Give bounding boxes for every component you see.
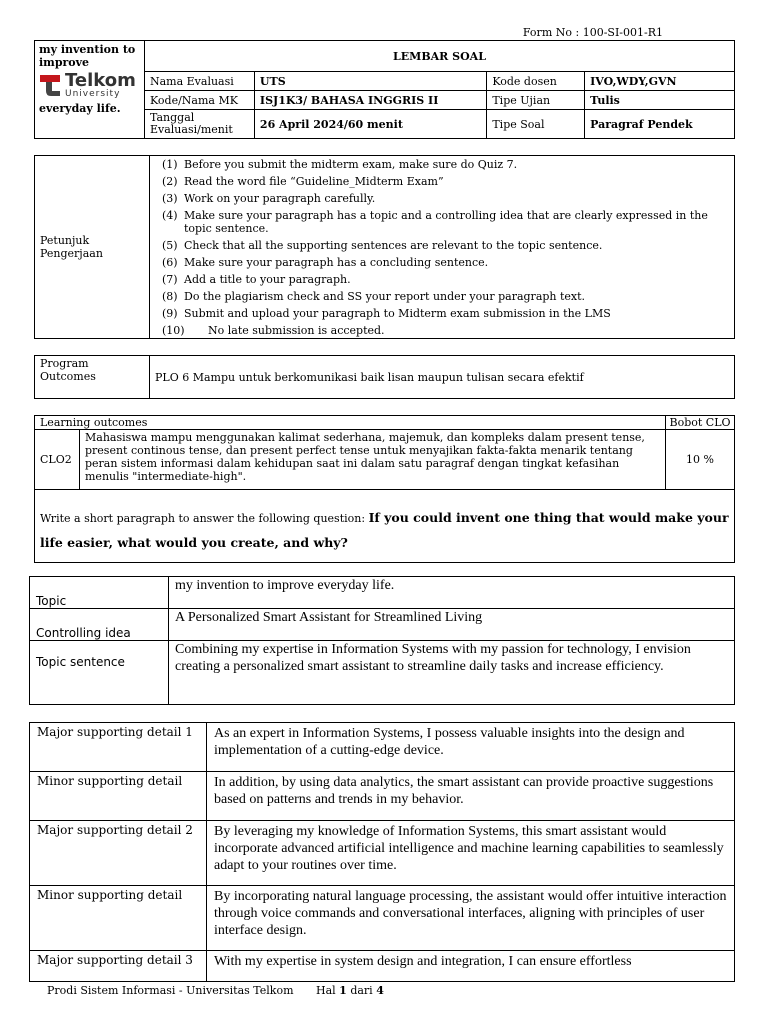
instruction-item: (3) Work on your paragraph carefully. xyxy=(162,192,376,205)
header-label: Kode dosen xyxy=(487,72,585,91)
detail-value: In addition, by using data analytics, the smart assistant can provide proactive suggestions based on patterns and trends in my behavior. xyxy=(207,772,735,821)
learning-outcomes-table xyxy=(34,415,735,563)
instruction-item: (9) Submit and upload your paragraph to Midterm exam submission in the LMS xyxy=(162,307,611,320)
instructions-label: Petunjuk Pengerjaan xyxy=(35,156,150,339)
outline-row xyxy=(30,641,735,705)
instruction-item: (1) Before you submit the midterm exam, make sure do Quiz 7. xyxy=(162,158,518,171)
program-outcomes-text: PLO 6 Mampu untuk berkomunikasi baik lisan maupun tulisan secara efektif xyxy=(150,356,735,399)
question-cell xyxy=(35,490,735,563)
detail-value: By incorporating natural language processing, the assistant would offer intuitive interaction through voice commands and conversational interfaces, aligning with principles of user interface design. xyxy=(207,886,735,951)
detail-label: Major supporting detail 3 xyxy=(30,951,207,982)
clo-description: Mahasiswa mampu menggunakan kalimat sederhana, majemuk, dan kompleks dalam present tense, present continous tense, dan present perfect tense untuk menyajikan fakta-fakta menarik tentang peran sistem informasi dalam kehidupan saat ini dalam satu paragraf dengan tingkat kefasihan menulis "intermediate-high". xyxy=(80,430,666,490)
instruction-item: (2) Read the word file “Guideline_Midterm Exam” xyxy=(162,175,444,188)
detail-row xyxy=(30,723,735,772)
detail-label: Major supporting detail 1 xyxy=(30,723,207,772)
header-label: Tipe Ujian xyxy=(487,91,585,110)
detail-value: As an expert in Information Systems, I possess valuable insights into the design and implementation of a cutting-edge device. xyxy=(207,723,735,772)
instruction-item: (4) Make sure your paragraph has a topic and a controlling idea that are clearly expressed in the topic sentence. xyxy=(162,209,708,235)
detail-row xyxy=(30,886,735,951)
outline-value: Combining my expertise in Information Systems with my passion for technology, I envision creating a personalized smart assistant to streamline daily tasks and increase efficiency. xyxy=(169,641,735,705)
detail-label: Minor supporting detail xyxy=(30,772,207,821)
instruction-item: (5) Check that all the supporting sentences are relevant to the topic sentence. xyxy=(162,239,603,252)
instructions-table xyxy=(34,155,735,339)
form-number: Form No : 100-SI-001-R1 xyxy=(522,26,663,39)
question-text: If you could invent one thing that would make your life easier, what would you create, and why? xyxy=(40,510,729,550)
logo-block xyxy=(35,41,145,139)
logo-tagline-top: my invention to improve xyxy=(39,43,136,69)
detail-value: With my expertise in system design and integration, I can ensure effortless xyxy=(207,951,735,982)
program-outcomes-table xyxy=(34,355,735,399)
header-label: Tanggal Evaluasi/menit xyxy=(144,110,254,139)
telkom-logo xyxy=(39,72,140,99)
header-title: LEMBAR SOAL xyxy=(144,41,734,72)
header-label: Nama Evaluasi xyxy=(144,72,254,91)
logo-tagline-bottom: everyday life. xyxy=(39,102,121,115)
outline-label: Topic xyxy=(30,577,169,609)
outline-value: my invention to improve everyday life. xyxy=(169,577,735,609)
header-value: Paragraf Pendek xyxy=(585,110,735,139)
instruction-item: (8) Do the plagiarism check and SS your report under your paragraph text. xyxy=(162,290,586,303)
program-outcomes-label: Program Outcomes xyxy=(35,356,150,399)
detail-label: Minor supporting detail xyxy=(30,886,207,951)
instruction-item: (6) Make sure your paragraph has a concluding sentence. xyxy=(162,256,489,269)
outline-row xyxy=(30,577,735,609)
outline-table xyxy=(29,576,735,705)
header-value: 26 April 2024/60 menit xyxy=(254,110,486,139)
instruction-item: (10) No late submission is accepted. xyxy=(162,324,385,337)
detail-row xyxy=(30,951,735,982)
logo-brand: Telkom xyxy=(65,70,136,91)
details-table xyxy=(29,722,735,982)
learning-outcomes-header: Learning outcomes xyxy=(35,416,666,430)
clo-code: CLO2 xyxy=(35,430,80,490)
telkom-logo-icon xyxy=(39,74,61,98)
logo-brand-sub: University xyxy=(65,89,121,99)
instructions-list xyxy=(150,156,735,339)
footer-institution: Prodi Sistem Informasi - Universitas Telkom xyxy=(47,984,294,997)
clo-weight: 10 % xyxy=(666,430,735,490)
weight-header: Bobot CLO xyxy=(666,416,735,430)
footer-page-number: Hal 1 dari 4 xyxy=(316,984,384,997)
detail-row xyxy=(30,772,735,821)
outline-label: Controlling idea xyxy=(30,609,169,641)
detail-row xyxy=(30,821,735,886)
header-value: ISJ1K3/ BAHASA INGGRIS II xyxy=(254,91,486,110)
header-value: UTS xyxy=(254,72,486,91)
outline-label: Topic sentence xyxy=(30,641,169,705)
header-value: Tulis xyxy=(585,91,735,110)
detail-label: Major supporting detail 2 xyxy=(30,821,207,886)
outline-value: A Personalized Smart Assistant for Streamlined Living xyxy=(169,609,735,641)
header-label: Tipe Soal xyxy=(487,110,585,139)
outline-row xyxy=(30,609,735,641)
instruction-item: (7) Add a title to your paragraph. xyxy=(162,273,351,286)
header-label: Kode/Nama MK xyxy=(144,91,254,110)
header-table xyxy=(34,40,735,139)
question-prefix: Write a short paragraph to answer the following question: xyxy=(40,512,366,525)
header-value: IVO,WDY,GVN xyxy=(585,72,735,91)
detail-value: By leveraging my knowledge of Information Systems, this smart assistant would incorporate advanced artificial intelligence and machine learning capabilities to seamlessly adapt to your routines over time. xyxy=(207,821,735,886)
